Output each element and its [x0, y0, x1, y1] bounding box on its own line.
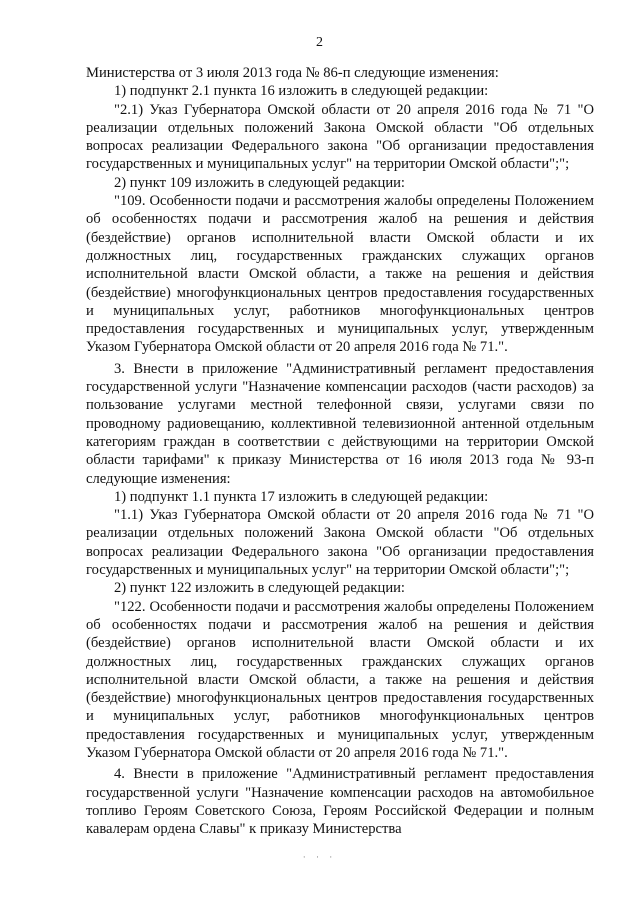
- paragraph-section-3: 3. Внести в приложение "Административный регламент предоставления государственной услуги "Назначение компенсации расходов (части расходов) за пользование услугами местной телефонной связи, услугами связи по проводному радиовещанию, коллективной телевизионной антенной отдельным категориям граждан в соответствии с действующими на территории Омской области тарифами" к приказу Министерства от 16 июля 2013 года № 93-п следующие изменения:: [86, 360, 594, 487]
- paragraph-item-2: 2) пункт 109 изложить в следующей редакции:: [114, 174, 405, 191]
- paragraph-item-2-section-3: 2) пункт 122 изложить в следующей редакции:: [114, 580, 405, 597]
- scan-artifact-marks: · · ·: [302, 852, 337, 862]
- paragraph-quote-109: "109. Особенности подачи и рассмотрения жалобы определены Положением об особенностях подачи и рассмотрения жалоб на решения и действия (бездействие) органов исполнительной власти Омской области и их должностных лиц, государственных гражданских служащих органов исполнительной власти Омской области, а также на решения и действия (бездействие) многофункциональных центров предоставления государственных и муниципальных услуг, работников многофункциональных центров предоставления государственных и муниципальных услуг, утвержденным Указом Губернатора Омской области от 20 апреля 2016 года № 71.".: [86, 193, 594, 356]
- paragraph-item-1: 1) подпункт 2.1 пункта 16 изложить в следующей редакции:: [114, 83, 489, 100]
- paragraph-quote-122: "122. Особенности подачи и рассмотрения жалобы определены Положением об особенностях подачи и рассмотрения жалоб на решения и действия (бездействие) органов исполнительной власти Омской области и их должностных лиц, государственных гражданских служащих органов исполнительной власти Омской области, а также на решения и действия (бездействие) многофункциональных центров предоставления государственных и муниципальных услуг, работников многофункциональных центров предоставления государственных и муниципальных услуг, утвержденным Указом Губернатора Омской области от 20 апреля 2016 года № 71.".: [86, 598, 594, 761]
- page-number: 2: [316, 35, 323, 50]
- paragraph-quote-2-1: "2.1) Указ Губернатора Омской области от 20 апреля 2016 года № 71 "О реализации отдельных положений Закона Омской области "Об отдельных вопросах реализации Федерального закона "Об организации предоставления государственных и муниципальных услуг" на территории Омской области";";: [86, 101, 594, 173]
- paragraph-item-1-section-3: 1) подпункт 1.1 пункта 17 изложить в следующей редакции:: [114, 488, 489, 505]
- document-body: [86, 64, 594, 838]
- paragraph-quote-1-1: "1.1) Указ Губернатора Омской области от 20 апреля 2016 года № 71 "О реализации отдельных положений Закона Омской области "Об отдельных вопросах реализации Федерального закона "Об организации предоставления государственных и муниципальных услуг" на территории Омской области";";: [86, 507, 594, 579]
- paragraph-continuation: Министерства от 3 июля 2013 года № 86-п следующие изменения:: [86, 65, 499, 81]
- paragraph-section-4: 4. Внести в приложение "Административный регламент предоставления государственной услуги "Назначение компенсации расходов на автомобильное топливо Героям Советского Союза, Героям Российской Федерации и полным кавалерам ордена Славы" к приказу Министерства: [86, 766, 594, 838]
